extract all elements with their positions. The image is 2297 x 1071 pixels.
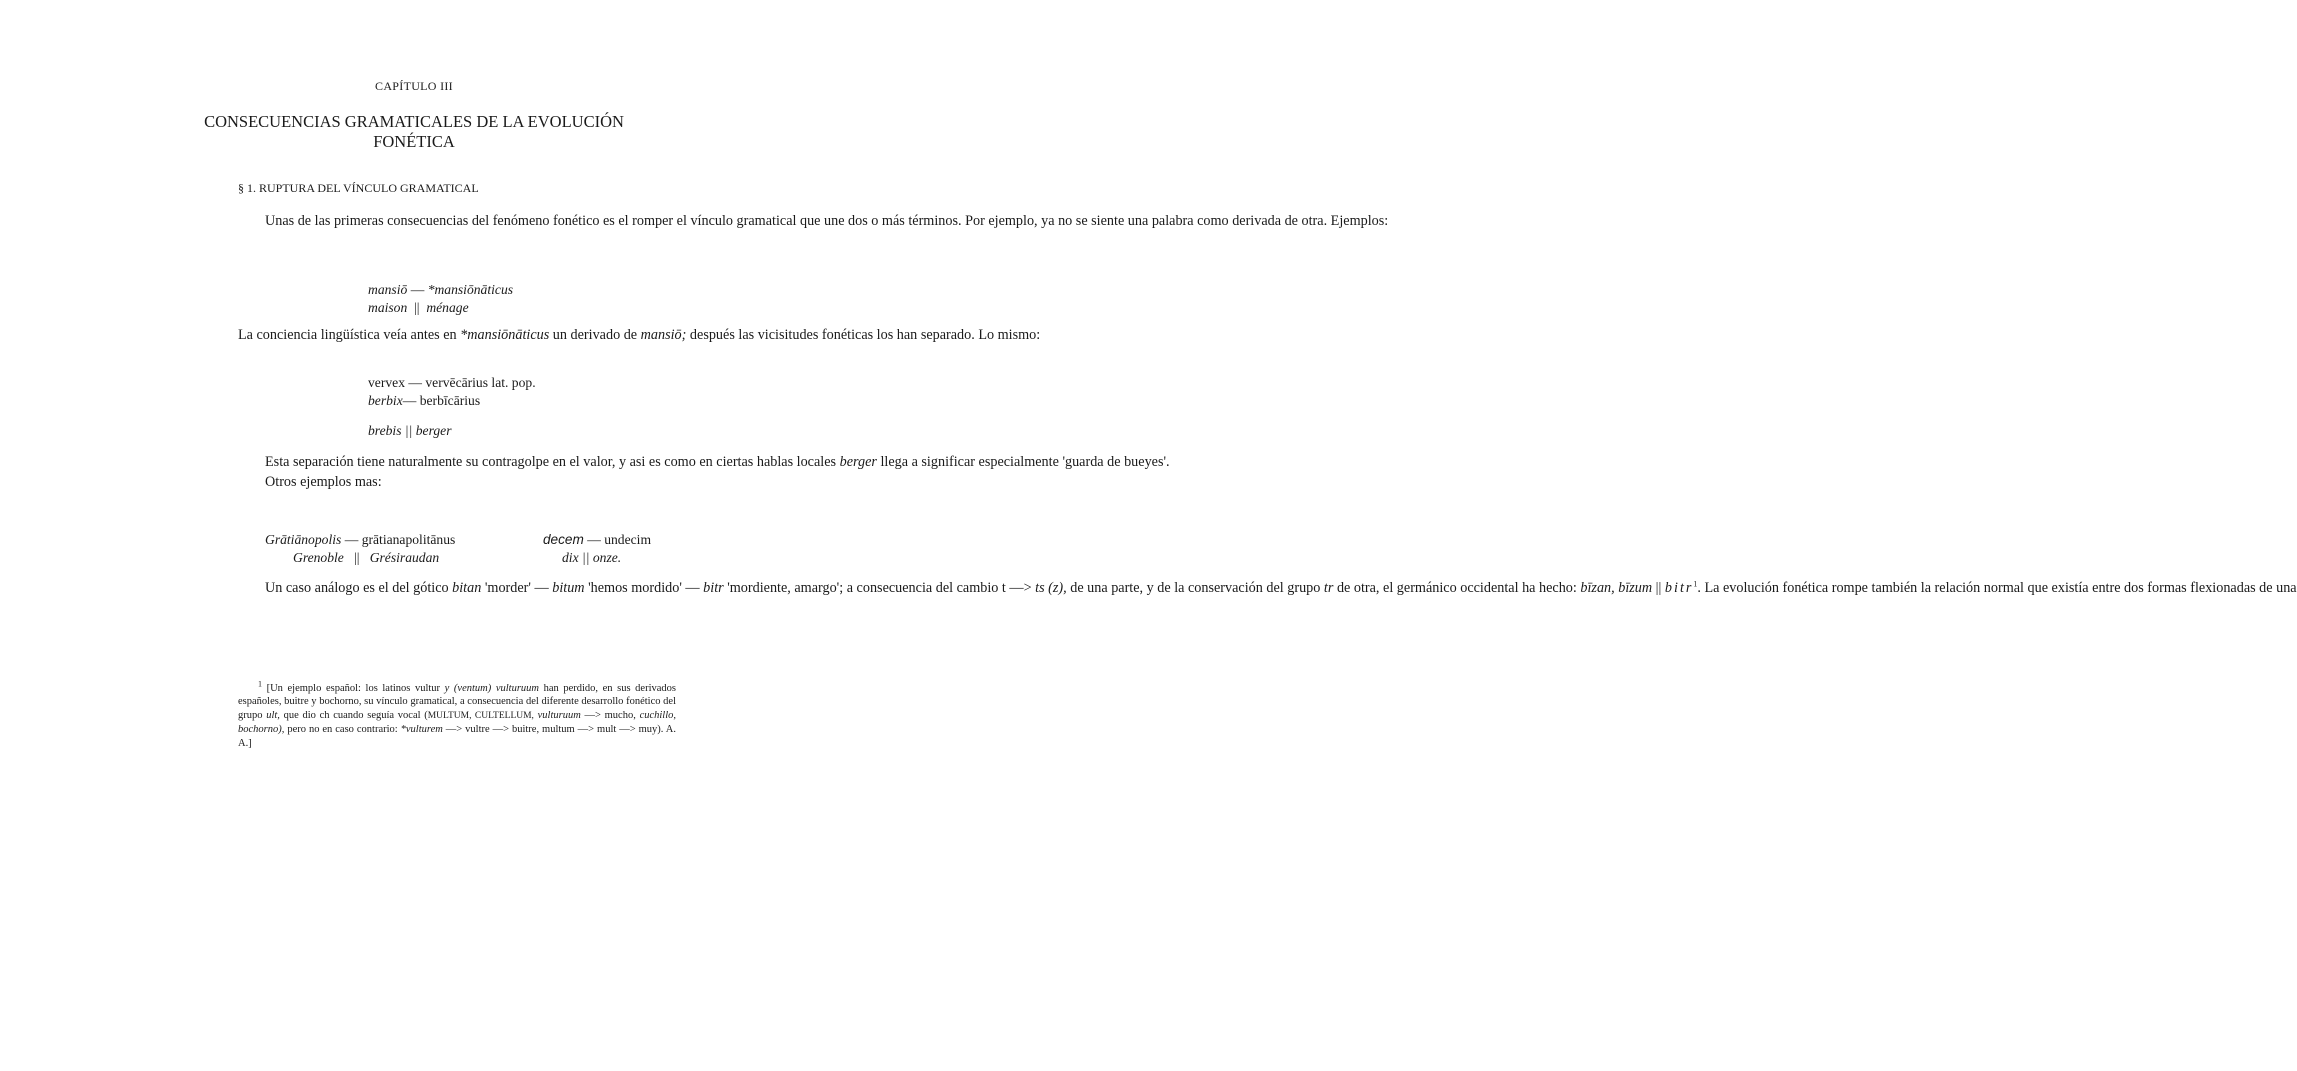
italic-run: ts (z), (1035, 580, 1067, 596)
italic-run: bitr (703, 580, 724, 596)
example-word: — undecim (583, 532, 652, 547)
example-2-line-1: vervex — vervēcārius lat. pop. (368, 375, 536, 390)
example-word: Grenoble (293, 550, 344, 565)
text-run: . La evolución fonética rompe también la relación normal que existía entre dos formas flexionadas de una (1697, 580, 2297, 596)
italic-run: ult, (266, 709, 280, 721)
example-2-line-2 (368, 392, 536, 410)
italic-run: bitan (452, 580, 482, 596)
text-run: —> vultre —> buitre, multum —> mult —> muy). A. A.] (238, 724, 676, 749)
paragraph-2 (238, 326, 1041, 346)
italic-run: bitr (1664, 580, 1694, 596)
text-run: llega a significar especialmente 'guarda de bueyes'. (876, 454, 1170, 470)
italic-run: *mansiōnāticus (460, 327, 550, 343)
example-1 (368, 281, 513, 317)
example-separator: || (414, 300, 420, 315)
italic-run: berger (839, 454, 877, 470)
example-word: *mansiōnāticus (427, 282, 514, 297)
text-run: Esta separación tiene naturalmente su contragolpe en el valor, y asi es como en ciertas hablas locales (265, 454, 840, 470)
paragraph-1-text: Unas de las primeras consecuencias del fenómeno fonético es el romper el vínculo gramatical que une dos o más términos. Por ejemplo, ya no se siente una palabra como derivada de otra. Ejemplos: (265, 213, 1389, 229)
text-run: Un caso análogo es el del gótico (265, 580, 453, 596)
footnote-number: 1 (258, 679, 262, 689)
example-1-line-1 (368, 281, 513, 299)
footnote (238, 679, 677, 750)
text-run: 'hemos mordido' — (584, 580, 704, 596)
paragraph-3 (238, 453, 1170, 492)
text-run: pero no en caso contrario: (284, 724, 401, 736)
example-3-right-line-1 (543, 531, 651, 549)
example-word: mansiō (368, 282, 408, 297)
text-run: [Un ejemplo español: los latinos vultur (262, 683, 445, 694)
italic-run: vulturuum (533, 709, 581, 721)
example-separator: || (354, 550, 360, 565)
example-word: Grésiraudan (369, 550, 440, 565)
chapter-title-line-1: CONSECUENCIAS GRAMATICALES DE LA EVOLUCIÓN (204, 112, 624, 131)
text-run: 'mordiente, amargo'; a consecuencia del cambio t —> (723, 580, 1036, 596)
text-run: que dio ch cuando seguía vocal ( (279, 709, 428, 721)
example-dash: — (410, 282, 425, 297)
paragraph-1 (238, 212, 1389, 232)
example-word: ménage (426, 300, 469, 315)
text-run: 'morder' — (481, 580, 553, 596)
text-run: un derivado de (549, 327, 641, 343)
example-2-line-3: brebis || berger (368, 423, 452, 438)
example-1-line-2 (368, 299, 513, 317)
text-run: después las vicisitudes fonéticas los han separado. Lo mismo: (686, 327, 1041, 343)
italic-run: mansiō; (640, 327, 687, 343)
example-3-right-line-2: dix || onze. (562, 550, 622, 565)
text-run: han perdido, en sus derivados españoles, buitre y bochorno, su vínculo gramatical, a consecuencia del diferente desarrollo fonético del grupo (238, 683, 676, 721)
chapter-title (0, 112, 828, 152)
paragraph-2-text (238, 326, 1041, 346)
text-run: de otra, el germánico occidental ha hecho: (1333, 580, 1581, 596)
chapter-title-line-2: FONÉTICA (373, 132, 455, 151)
chapter-label: CAPÍTULO III (375, 79, 453, 93)
italic-run: bitum (552, 580, 585, 596)
text-run: —> mucho, (580, 709, 640, 721)
paragraph-3-text (238, 453, 1170, 473)
text-run: || (1652, 580, 1665, 596)
italic-run: y (ventum) vulturuum (444, 683, 539, 694)
example-word: — grātianapolitānus (341, 532, 456, 547)
section-heading: § 1. RUPTURA DEL VÍNCULO GRAMATICAL (238, 181, 479, 195)
example-3-left (265, 531, 455, 567)
text-run: de una parte, y de la conservación del grupo (1066, 580, 1324, 596)
footnote-text (238, 679, 677, 750)
example-2 (368, 374, 536, 440)
example-word: Grātiānopolis (265, 532, 342, 547)
example-word: decem (543, 532, 584, 547)
italic-run: tr (1323, 580, 1334, 596)
example-word: — berbīcārius (402, 393, 481, 408)
paragraph-4 (238, 579, 2297, 599)
paragraph-3-followup: Otros ejemplos mas: (265, 473, 382, 490)
example-3-right (543, 531, 651, 567)
example-word: maison (368, 300, 408, 315)
italic-run: cuchillo, bochorno), (238, 709, 677, 736)
example-word: berbix (368, 393, 403, 408)
italic-run: bīzan, bīzum (1580, 580, 1653, 596)
italic-run: *vulturem (400, 724, 443, 736)
paragraph-4-text (238, 579, 2297, 599)
example-3-left-line-2 (265, 549, 455, 567)
text-run: La conciencia lingüística veía antes en (238, 327, 461, 343)
smallcaps-run: MULTUM, CULTELLUM, (427, 710, 534, 721)
footnote-ref[interactable]: 1 (1693, 579, 1698, 589)
example-3-left-line-1 (265, 531, 455, 549)
